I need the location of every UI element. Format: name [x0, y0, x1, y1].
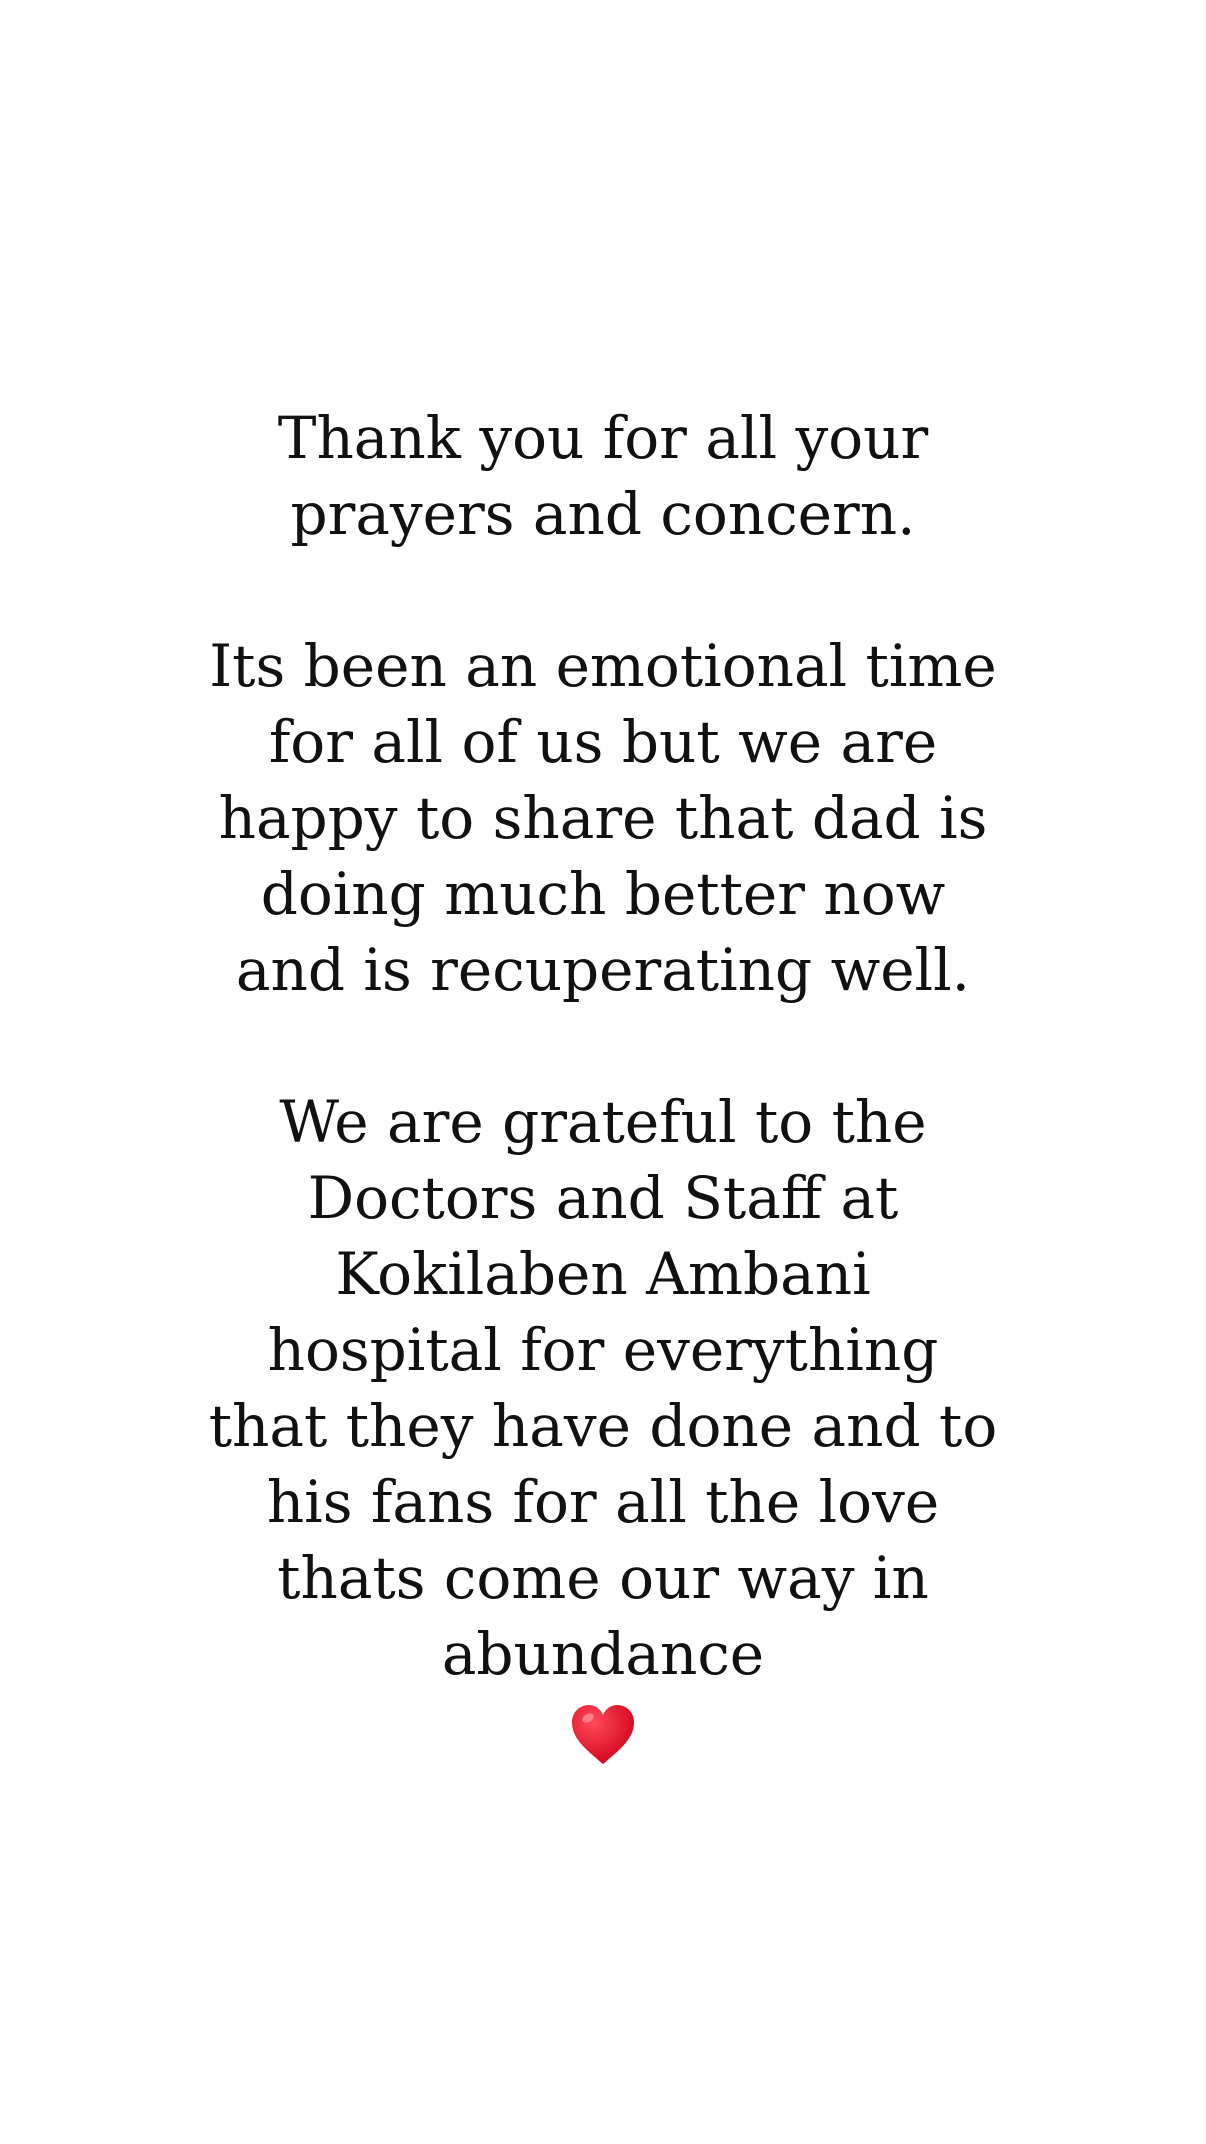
text-line: happy to share that dad is [218, 784, 988, 852]
red-heart-icon [570, 1704, 636, 1766]
text-line: hospital for everything [267, 1316, 939, 1384]
text-line: Doctors and Staff at [307, 1164, 899, 1232]
text-line: thats come our way in [277, 1544, 929, 1612]
text-line: his fans for all the love [266, 1468, 940, 1536]
paragraph-spacer [0, 1008, 1206, 1084]
text-line: doing much better now [260, 860, 946, 928]
paragraph-gratitude [0, 1084, 1206, 1692]
story-text [0, 400, 1206, 1766]
text-line: Its been an emotional time [209, 632, 997, 700]
text-line: for all of us but we are [268, 708, 938, 776]
paragraph-thanks [0, 400, 1206, 552]
text-line: prayers and concern. [290, 480, 916, 548]
paragraph-spacer [0, 552, 1206, 628]
text-line: We are grateful to the [279, 1088, 927, 1156]
text-line: Thank you for all your [277, 404, 929, 472]
text-line: and is recuperating well. [235, 936, 971, 1004]
paragraph-update [0, 628, 1206, 1008]
text-line: Kokilaben Ambani [335, 1240, 871, 1308]
text-line: abundance [441, 1620, 765, 1688]
text-line: that they have done and to [208, 1392, 998, 1460]
